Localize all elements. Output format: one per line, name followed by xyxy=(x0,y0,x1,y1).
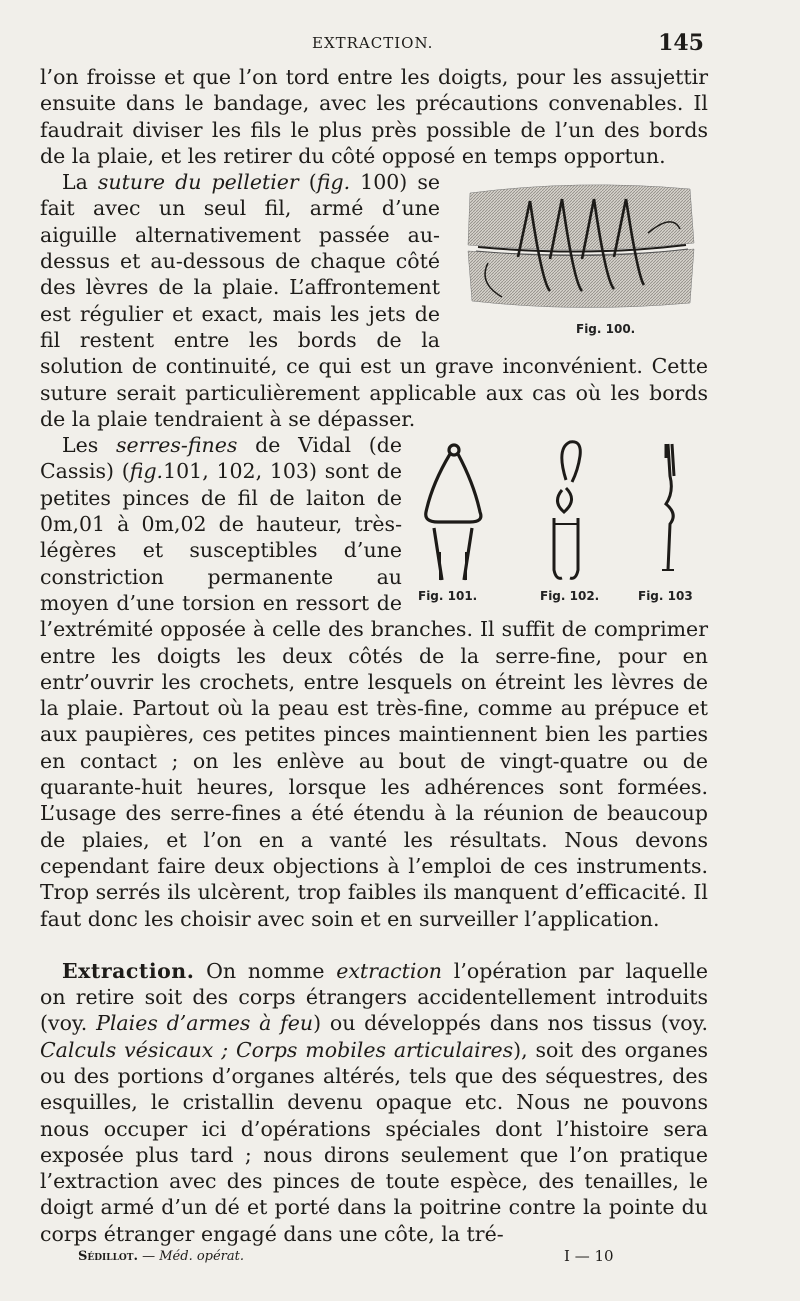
text-run: ), soit des organes ou des portions d’organes altérés, tels que des séquestres, des esquilles, le cristallin devenu opaque etc. Nous ne pouvons nous occuper ici d’opérations spéciales dont l’histoire sera exposée plus tard ; nous dirons seulement que l’on pratique l’extraction avec des pinces de toute espèce, des tenailles, le doigt armé d’un dé et porté dans la poitrine contre la pointe du corps étranger engagé dans une côte, la tré- xyxy=(40,1037,708,1246)
footer-signature: I — 10 xyxy=(564,1247,614,1265)
italic-term: Calculs vésicaux ; Corps mobiles articulaires xyxy=(40,1037,514,1062)
paragraph-extraction xyxy=(40,958,708,1247)
footer-title: Méd. opérat. xyxy=(159,1249,245,1264)
text-run: On nomme xyxy=(194,958,337,983)
italic-term: serres-fines xyxy=(116,433,238,458)
fig-102-caption: Fig. 102. xyxy=(540,589,600,604)
text-run: 101, 102, 103) sont de petites pinces de fil de laiton de 0m,01 à 0m,02 de hauteur, très-légères et susceptibles d’une constriction permanente au moyen d’une torsion en ressort de l’extrémité opposée à celle des branches. Il suffit de comprimer entre les doigts les deux côtés de la serre-fine, pour en entr’ouvrir les crochets, entre lesquels on étreint les lèvres de la plaie. Partout où la peau est très-fine, comme au prépuce et aux paupières, ces petites pinces maintiennent bien les parties en contact ; on les enlève au bout de vingt-quatre ou de quarante-huit heures, lorsque les adhérences sont formées. L’usage des serre-fines a été étendu à la réunion de beaucoup de plaies, et l’on en a vanté les résultats. Nous devons cependant faire deux objections à l’emploi de ces instruments. Trop serrés ils ulcèrent, trop faibles ils manquent d’efficacité. Il faut donc les choisir avec soin et en surveiller l’application. xyxy=(40,459,708,931)
section-gap xyxy=(40,932,708,958)
italic-term: fig. xyxy=(316,170,351,195)
text-run: ) ou développés dans nos tissus (voy. xyxy=(313,1011,708,1036)
section-heading: Extraction. xyxy=(62,958,195,983)
figures-101-103 xyxy=(416,440,708,604)
page-header xyxy=(0,26,800,56)
text-run: l’opération par laquelle on retire soit des corps étrangers accidentellement introduits (voy. xyxy=(40,958,708,1036)
page-number: 145 xyxy=(658,30,704,56)
paragraph-suture-fils xyxy=(40,64,708,169)
running-title: EXTRACTION. xyxy=(312,34,434,52)
serre-fine-103-icon xyxy=(662,444,674,570)
figure-100 xyxy=(458,173,708,339)
text-run: La xyxy=(62,170,98,195)
text-run: de Vidal (de Cassis) ( xyxy=(40,433,402,484)
serre-fine-101-icon xyxy=(426,445,481,580)
fig-101-caption: Fig. 101. xyxy=(418,589,478,604)
italic-term: fig. xyxy=(129,459,164,484)
text-run: ( xyxy=(298,170,317,195)
italic-term: Plaies d’armes à feu xyxy=(96,1011,314,1036)
serres-fines-illustration xyxy=(416,440,708,604)
fig-103-caption: Fig. 103 xyxy=(638,589,693,604)
text-run: 100) se fait avec un seul fil, armé d’une aiguille alternativement passée au-dessus et au-dessous de chaque côté des lèvres de la plaie. L’affrontement est régulier et exact, mais les jets de fil restent entre les bords de la solution de continuité, ce qui est un grave inconvénient. Cette suture serait particulièrement applicable aux cas où les bords de la plaie tendraient à se dépasser. xyxy=(40,170,708,431)
footer-separator: — xyxy=(137,1249,160,1264)
italic-term: extraction xyxy=(336,958,443,983)
serre-fine-102-icon xyxy=(554,442,580,579)
pelletier-suture-illustration xyxy=(458,173,708,339)
text-run: Les xyxy=(62,433,117,458)
footer-author: Sédillot. xyxy=(78,1249,138,1264)
body-text xyxy=(40,64,708,1247)
italic-term: suture du pelletier xyxy=(97,170,299,195)
footer-reference xyxy=(78,1249,244,1264)
fig-100-caption: Fig. 100. xyxy=(576,322,636,337)
text-run: l’on froisse et que l’on tord entre les doigts, pour les assujettir ensuite dans le bandage, avec les précautions convenables. Il faudrait diviser les fils le plus près possible de l’un des bords de la plaie, et les retirer du côté opposé en temps opportun. xyxy=(40,65,708,168)
